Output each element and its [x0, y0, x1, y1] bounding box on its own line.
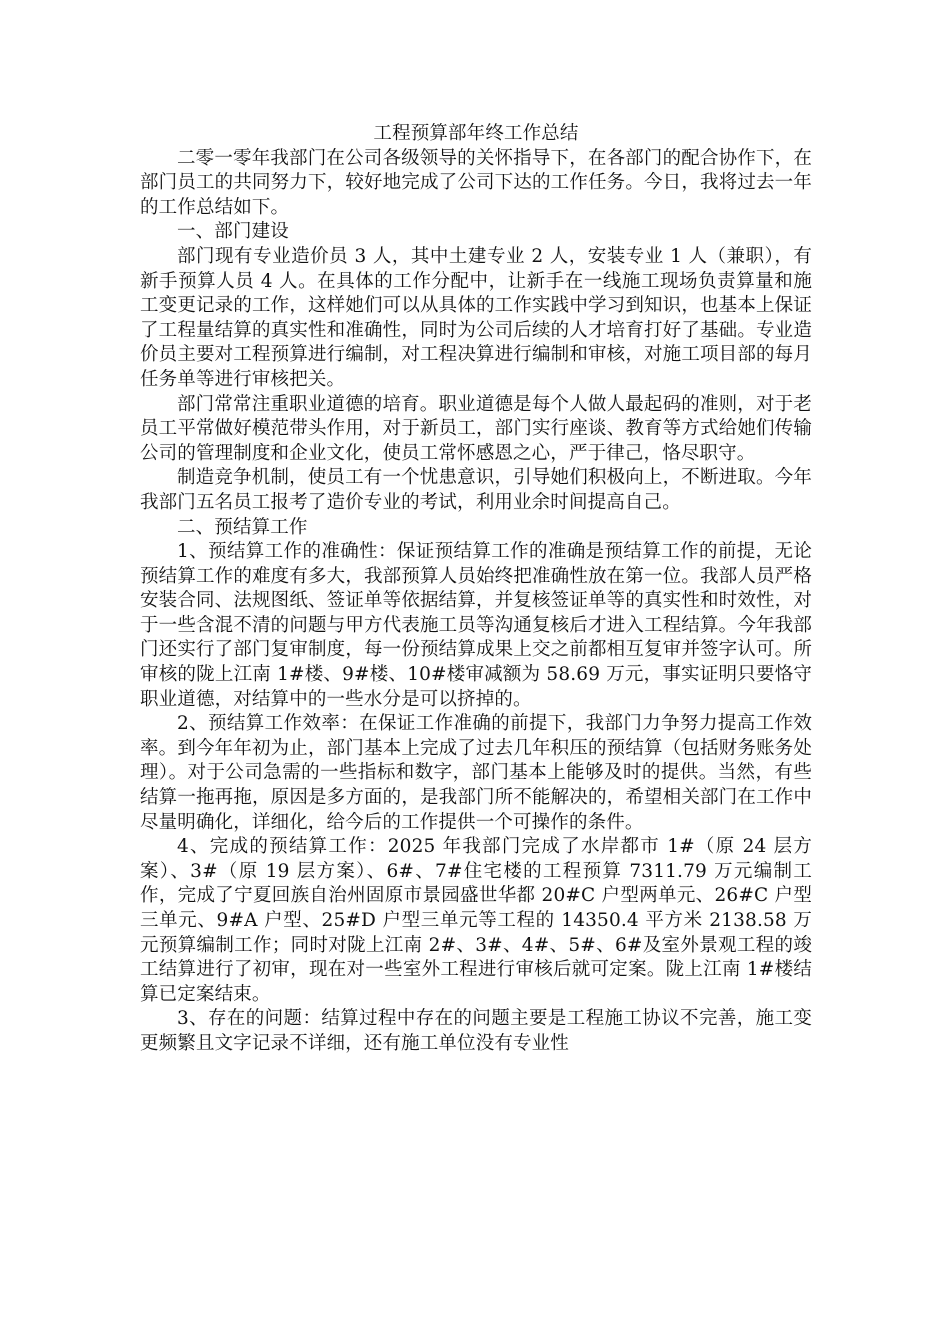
paragraph-ethics: 部门常常注重职业道德的培育。职业道德是每个人做人最起码的准则，对于老员工平常做好模范带头作用，对于新员工，部门实行座谈、教育等方式给她们传输公司的管理制度和企业文化，使员工常怀感恩之心，严于律己，恪尽职守。 [140, 393, 812, 464]
paragraph-competition: 制造竞争机制，使员工有一个忧患意识，引导她们积极向上，不断进取。今年我部门五名员工报考了造价专业的考试，利用业余时间提高自己。 [140, 467, 812, 513]
paragraph-accuracy: 1、预结算工作的准确性：保证预结算工作的准确是预结算工作的前提，无论预结算工作的难度有多大，我部预算人员始终把准确性放在第一位。我部人员严格安装合同、法规图纸、签证单等依据结算，并复核签证单等的真实性和时效性，对于一些含混不清的问题与甲方代表施工员等沟通复核后才进入工程结算。今年我部门还实行了部门复审制度，每一份预结算成果上交之前都相互复审并签字认可。所审核的陇上江南 1#楼、9#楼、10#楼审减额为 58.69 万元，事实证明只要恪守职业道德，对结算中的一些水分是可以挤掉的。 [140, 541, 812, 710]
section-heading-department: 一、部门建设 [177, 221, 289, 243]
paragraph-efficiency: 2、预结算工作效率：在保证工作准确的前提下，我部门力争努力提高工作效率。到今年年初为止，部门基本上完成了过去几年积压的预结算（包括财务账务处理）。对于公司急需的一些指标和数字，部门基本上能够及时的提供。当然，有些结算一拖再拖，原因是多方面的，是我部门所不能解决的，希望相关部门在工作中尽量明确化，详细化，给今后的工作提供一个可操作的条件。 [140, 713, 812, 833]
section-heading-budget: 二、预结算工作 [177, 516, 308, 538]
paragraph-problems: 3、存在的问题：结算过程中存在的问题主要是工程施工协议不完善，施工变更频繁且文字记录不详细，还有施工单位没有专业性 [140, 1008, 812, 1054]
intro-paragraph: 二零一零年我部门在公司各级领导的关怀指导下，在各部门的配合协作下，在部门员工的共同努力下，较好地完成了公司下达的工作任务。今日，我将过去一年的工作总结如下。 [140, 147, 812, 218]
paragraph-completed-work: 4、完成的预结算工作：2025 年我部门完成了水岸都市 1#（原 24 层方案）、3#（原 19 层方案）、6#、7#住宅楼的工程预算 7311.79 万元编制工作，完成了宁夏回族自治州固原市景园盛世华都 20#C 户型两单元、26#C 户型三单元、9#A 户型、25#D 户型三单元等工程的 14350.4 平方米 2138.58 万元预算编制工作；同时对陇上江南 2#、3#、4#、5#、6#及室外景观工程的竣工结算进行了初审，现在对一些室外工程进行审核后就可定案。陇上江南 1#楼结算已定案结束。 [140, 836, 812, 1005]
paragraph-staffing: 部门现有专业造价员 3 人，其中土建专业 2 人，安装专业 1 人（兼职），有新手预算人员 4 人。在具体的工作分配中，让新手在一线施工现场负责算量和施工变更记录的工作，这样她们可以从具体的工作实践中学习到知识，也基本上保证了工程量结算的真实性和准确性，同时为公司后续的人才培育打好了基础。专业造价员主要对工程预算进行编制，对工程决算进行编制和审核，对施工项目部的每月任务单等进行审核把关。 [140, 245, 812, 390]
document-body [140, 122, 812, 1057]
document-title: 工程预算部年终工作总结 [373, 123, 579, 144]
